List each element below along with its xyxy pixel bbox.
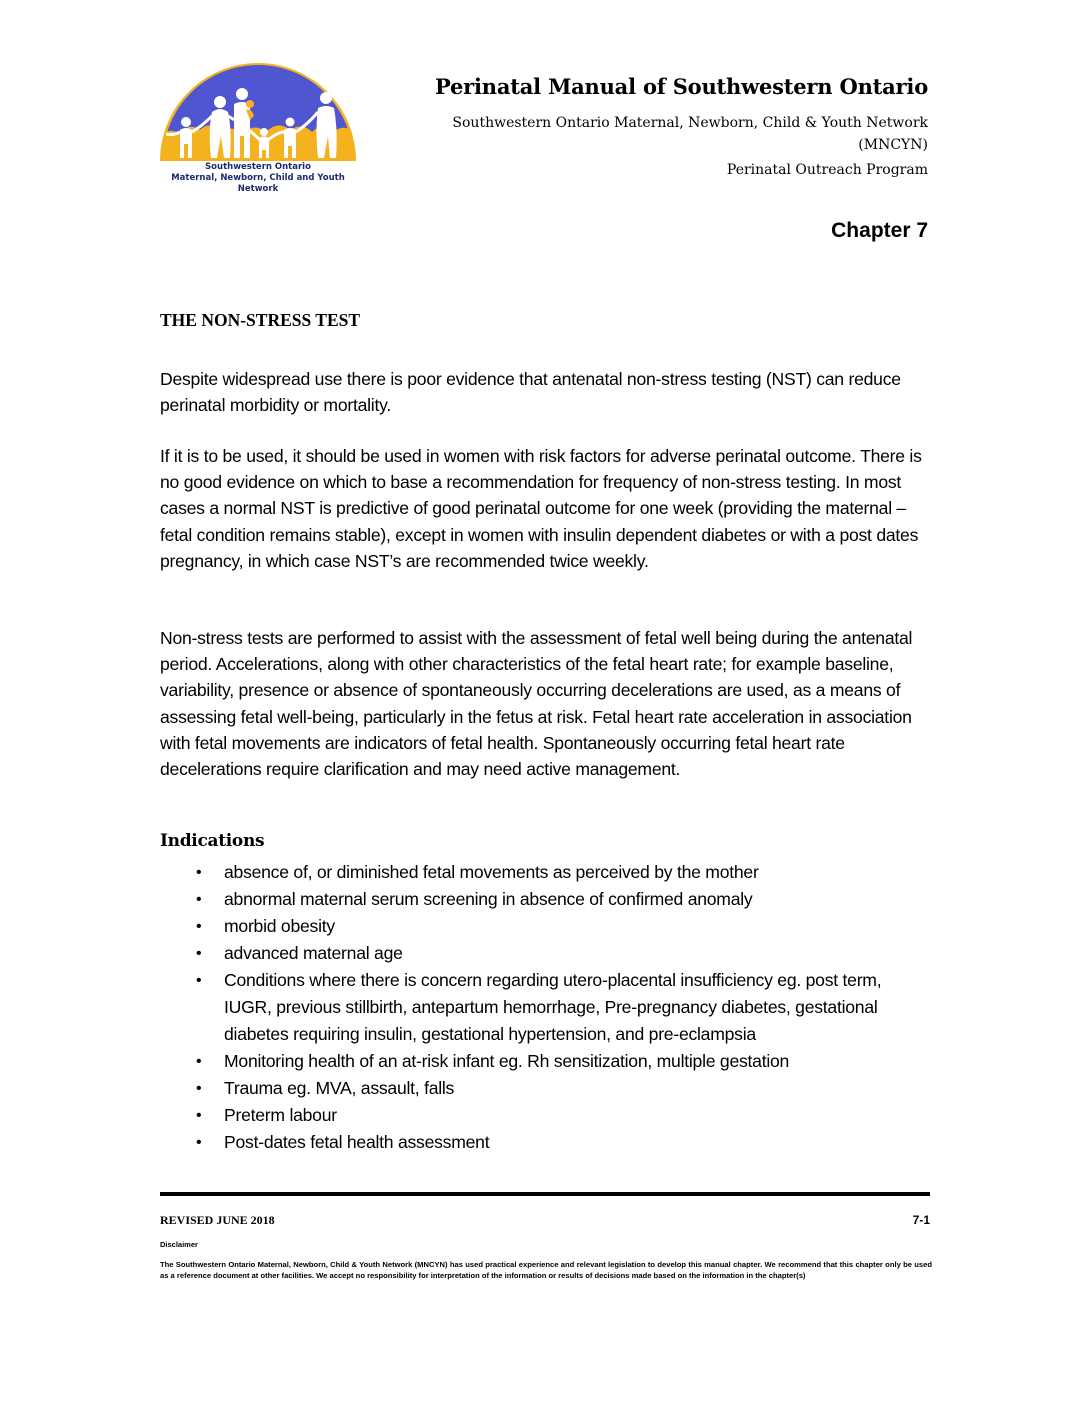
list-item-text: advanced maternal age — [224, 943, 403, 963]
indications-list — [160, 859, 932, 1156]
manual-title: Perinatal Manual of Southwestern Ontario — [434, 74, 928, 99]
page-number: 7-1 — [912, 1213, 930, 1227]
bullet-icon: • — [196, 1080, 202, 1097]
disclaimer-label: Disclaimer — [160, 1240, 198, 1249]
list-item-text: morbid obesity — [224, 916, 335, 936]
bullet-icon: • — [196, 972, 202, 989]
list-item — [160, 1129, 932, 1156]
list-item-text: Trauma eg. MVA, assault, falls — [224, 1078, 455, 1098]
organization-name: Southwestern Ontario Maternal, Newborn, Child & Youth Network (MNCYN) — [452, 115, 928, 153]
bullet-icon: • — [196, 864, 202, 881]
list-item — [160, 859, 932, 886]
logo-caption-line1: Southwestern Ontario — [205, 162, 311, 172]
list-item-text: absence of, or diminished fetal movements as perceived by the mother — [224, 862, 759, 882]
bullet-icon: • — [196, 1134, 202, 1151]
list-item-text: Post-dates fetal health assessment — [224, 1132, 490, 1152]
paragraph-1: Despite widespread use there is poor evidence that antenatal non-stress testing (NST) can reduce perinatal morbidity or mortality. — [160, 369, 901, 416]
list-item-text: Conditions where there is concern regarding utero-placental insufficiency eg. post term, IUGR, previous stillbirth, antepartum hemorrhage, Pre-pregnancy diabetes, gestational diabetes requiring insulin, gestational hypertension, and pre-eclampsia — [224, 970, 882, 1044]
chapter-label: Chapter 7 — [831, 219, 928, 242]
bullet-icon: • — [196, 918, 202, 935]
list-item-text: Monitoring health of an at-risk infant eg. Rh sensitization, multiple gestation — [224, 1051, 790, 1071]
bullet-icon: • — [196, 945, 202, 962]
list-item — [160, 1075, 932, 1102]
list-item — [160, 886, 932, 913]
logo-caption — [158, 162, 358, 195]
list-item — [160, 967, 932, 1048]
revision-date: REVISED JUNE 2018 — [160, 1213, 275, 1227]
bullet-icon: • — [196, 891, 202, 908]
list-item — [160, 940, 932, 967]
footer-divider — [160, 1192, 930, 1196]
list-item-text: abnormal maternal serum screening in absence of confirmed anomaly — [224, 889, 753, 909]
logo-caption-line2: Maternal, Newborn, Child and Youth Network — [171, 173, 345, 194]
disclaimer-text: The Southwestern Ontario Maternal, Newborn, Child & Youth Network (MNCYN) has used practical experience and relevant legislation to develop this manual chapter. We recommend that this chapter only be used as a reference document at other facilities. We accept no responsibility for interpretation of the information or results of decisions made based on the information in the chapter(s) — [160, 1260, 932, 1280]
paragraph-3: Non-stress tests are performed to assist with the assessment of fetal well being during the antenatal period. Accelerations, along with other characteristics of the fetal heart rate; for example baseline, variability, presence or absence of spontaneously occurring decelerations are used, as a means of assessing fetal well-being, particularly in the fetus at risk. Fetal heart rate acceleration in association with fetal movements are indicators of fetal health. Spontaneously occurring fetal heart rate decelerations require clarification and may need active management. — [160, 628, 913, 780]
list-item — [160, 1102, 932, 1129]
bullet-icon: • — [196, 1107, 202, 1124]
program-name: Perinatal Outreach Program — [726, 162, 928, 178]
list-item-text: Preterm labour — [224, 1105, 337, 1125]
list-item — [160, 913, 932, 940]
paragraph-2: If it is to be used, it should be used in women with risk factors for adverse perinatal outcome. There is no good evidence on which to base a recommendation for frequency of non-stress testing. In most cases a normal NST is predictive of good perinatal outcome for one week (providing the maternal – fetal condition remains stable), except in women with insulin dependent diabetes or with a post dates pregnancy, in which case NST’s are recommended twice weekly. — [160, 446, 922, 571]
list-item — [160, 1048, 932, 1075]
section-title: THE NON-STRESS TEST — [160, 310, 361, 330]
indications-heading: Indications — [160, 831, 265, 851]
bullet-icon: • — [196, 1053, 202, 1070]
